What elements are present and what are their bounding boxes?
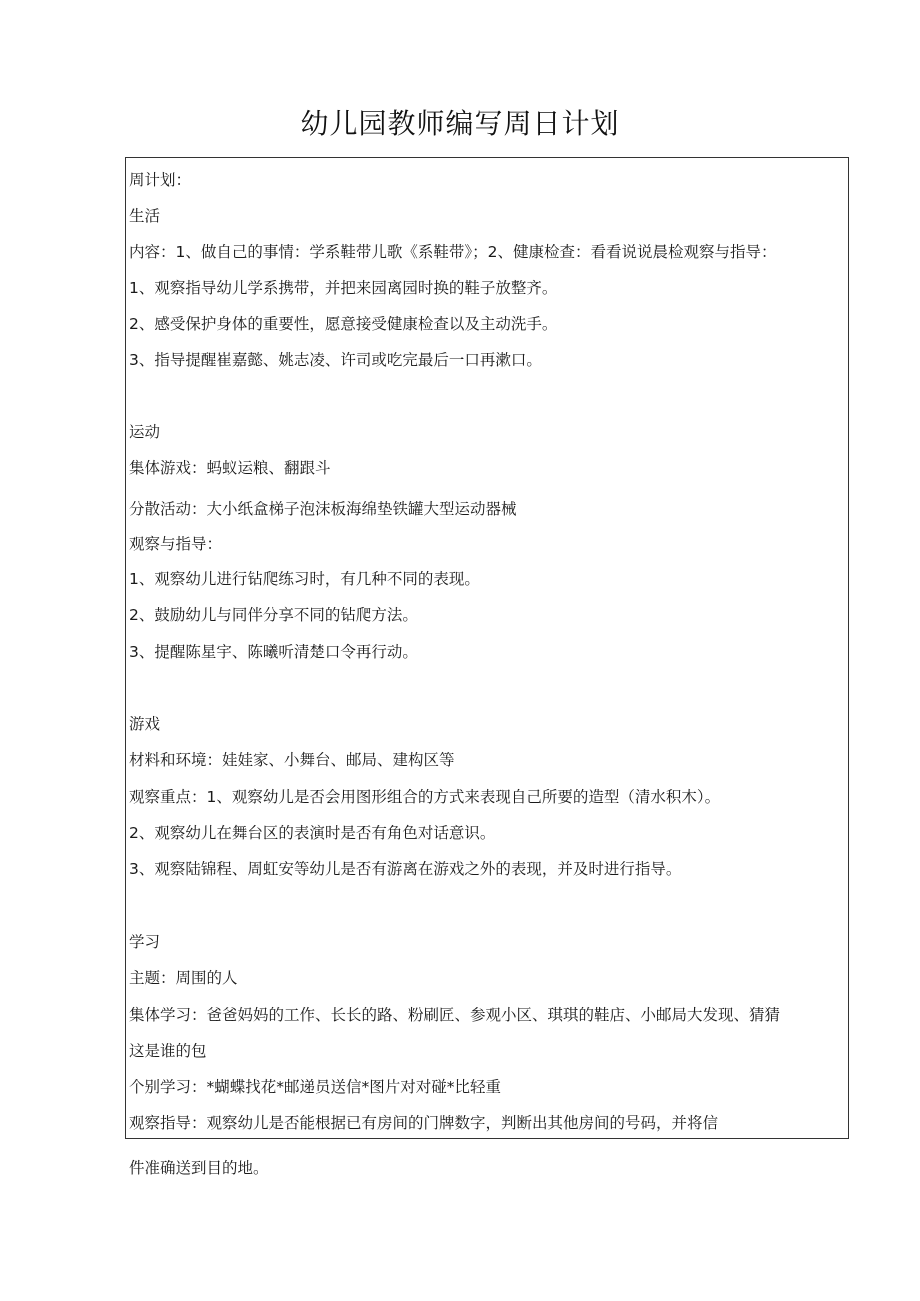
section-heading-weekly-plan: 周计划： xyxy=(129,171,192,189)
section-heading-sports: 运动 xyxy=(129,423,161,441)
text-line: 1、观察幼儿进行钻爬练习时，有几种不同的表现。 xyxy=(129,570,480,588)
text-line: 个别学习：*蝴蝶找花*邮递员送信*图片对对碰*比轻重 xyxy=(129,1078,502,1096)
text-line: 观察与指导： xyxy=(129,535,223,553)
text-line: 主题：周围的人 xyxy=(129,969,238,987)
section-heading-life: 生活 xyxy=(129,207,161,225)
text-line: 3、指导提醒崔嘉懿、姚志凌、许司或吃完最后一口再漱口。 xyxy=(129,351,542,369)
text-line: 2、感受保护身体的重要性，愿意接受健康检查以及主动洗手。 xyxy=(129,315,558,333)
text-line: 观察重点：1、观察幼儿是否会用图形组合的方式来表现自己所要的造型（清水积木）。 xyxy=(129,788,721,806)
text-line: 集体游戏：蚂蚁运粮、翻跟斗 xyxy=(129,459,331,477)
text-line: 观察指导：观察幼儿是否能根据已有房间的门牌数字，判断出其他房间的号码，并将信 xyxy=(129,1114,719,1132)
text-line: 3、提醒陈星宇、陈曦听清楚口令再行动。 xyxy=(129,643,418,661)
text-line-continuation: 件准确送到目的地。 xyxy=(129,1159,269,1177)
text-line: 1、观察指导幼儿学系携带，并把来园离园时换的鞋子放整齐。 xyxy=(129,279,558,297)
section-heading-games: 游戏 xyxy=(129,715,161,733)
text-line: 3、观察陆锦程、周虹安等幼儿是否有游离在游戏之外的表现，并及时进行指导。 xyxy=(129,860,682,878)
text-line: 这是谁的包 xyxy=(129,1042,207,1060)
section-heading-learning: 学习 xyxy=(129,933,161,951)
text-line: 内容：1、做自己的事情：学系鞋带儿歌《系鞋带》；2、健康检查：看看说说晨检观察与指导： xyxy=(129,243,777,261)
document-title: 幼儿园教师编写周日计划 xyxy=(300,107,620,140)
text-line: 2、观察幼儿在舞台区的表演时是否有角色对话意识。 xyxy=(129,824,496,842)
text-line: 分散活动：大小纸盒梯子泡沫板海绵垫铁罐大型运动器械 xyxy=(129,500,517,518)
text-line: 材料和环境：娃娃家、小舞台、邮局、建构区等 xyxy=(129,751,455,769)
text-line: 集体学习：爸爸妈妈的工作、长长的路、粉刷匠、参观小区、琪琪的鞋店、小邮局大发现、猜猜 xyxy=(129,1006,781,1024)
text-line: 2、鼓励幼儿与同伴分享不同的钻爬方法。 xyxy=(129,606,418,624)
